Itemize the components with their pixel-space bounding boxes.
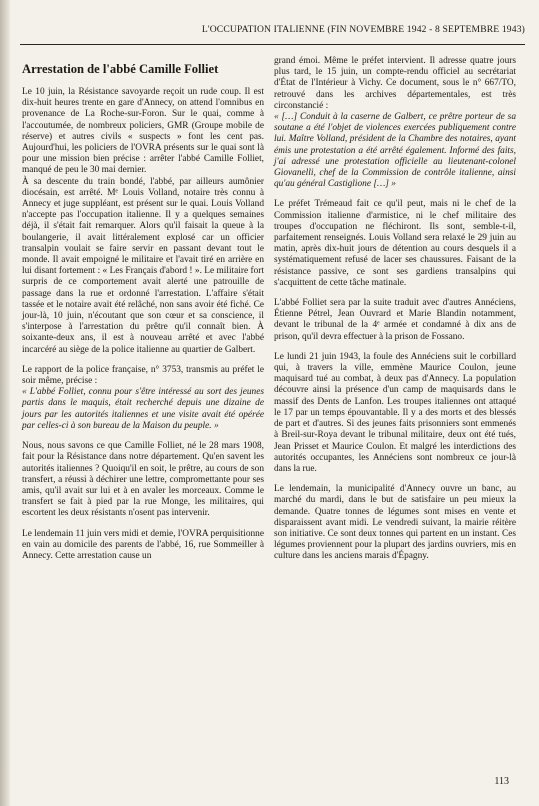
running-head: L'OCCUPATION ITALIENNE (FIN NOVEMBRE 1942 - 8 SEPTEMBRE 1943)	[201, 24, 525, 35]
header-rule	[20, 44, 525, 45]
paragraph: grand émoi. Même le préfet intervient. Il adresse quatre jours plus tard, le 15 juin, un compte-rendu officiel au secrétariat d'État de l'Intérieur à Vichy. Ce document, sous le n° 667/TO, retrouvé dans les archives départementales, est très circonstancié :	[274, 56, 516, 111]
paragraph: Le lendemain 11 juin vers midi et demie, l'OVRA perquisitionne en vain au domicile des parents de l'abbé, 16, rue Sommeiller à Annecy. Cette arrestation cause un	[22, 528, 264, 561]
quoted-prefect-report: « […] Conduit à la caserne de Galbert, ce prêtre porteur de sa soutane a été l'objet de violences exercées publiquement contre lui. Maître Volland, président de la Chambre des notaires, ayant émis une protestation a été arrêté également. Informé des faits, j'ai adressé une protestation officielle au lieutenant-colonel Giovanelli, chef de la Commission de contrôle italienne, ainsi qu'au général Castiglione […] »	[274, 112, 516, 190]
paragraph: À sa descente du train bondé, l'abbé, par ailleurs aumônier diocésain, est arrêté. Mᵉ Louis Volland, notaire très connu à Annecy et juge suppléant, est présent sur le quai. Louis Volland n'accepte pas l'occupation italienne. Il y a quelques semaines déjà, il s'était fait remarquer. Alors qu'il faisait la queue à la boulangerie, il avait littéralement explosé car un officier transalpin voulait se faire servir en passant devant tout le monde. Il avait empoigné le militaire et l'avait tiré en arrière en lui disant fortement : « Les Français d'abord ! ». Le militaire fort surpris de ce comportement avait alerté une patrouille de passage dans la rue et ordonné l'arrestation. L'affaire s'était tassée et le notaire avait été relâché, non sans avoir été fiché. Ce jour-là, 10 juin, n'écoutant que son cœur et sa conscience, il s'interpose à l'arrestation du prêtre qu'il connaît bien. À soixante-deux ans, il est à nouveau arrêté et avec l'abbé incarcéré au siège de la police italienne au quartier de Galbert.	[22, 176, 264, 355]
left-column	[22, 56, 264, 562]
paragraph: Le préfet Trémeaud fait ce qu'il peut, mais ni le chef de la Commission italienne d'armistice, ni le chef militaire des troupes d'occupation ne fléchiront. Ils sont, semble-t-il, parfaitement renseignés. Louis Volland sera relaxé le 29 juin au matin, après dix-huit jours de détention au cours desquels il a systématiquement refusé de lacer ses chaussures. Faisant de la résistance passive, ce sont ses gardiens transalpins qui s'acquittent de cette tâche matinale.	[274, 199, 516, 288]
paragraph: Le lendemain, la municipalité d'Annecy ouvre un banc, au marché du mardi, dans le but de satisfaire un peu mieux la demande. Quatre tonnes de légumes sont mises en vente et disparaissent avant midi. Le vendredi suivant, la mairie réitère son initiative. Ce sont deux tonnes qui partent en un instant. Ces légumes proviennent pour la plupart des jardins ouvriers, mis en culture dans les anciens marais d'Épagny.	[274, 484, 516, 562]
paragraph: Le lundi 21 juin 1943, la foule des Annéciens suit le corbillard qui, à travers la ville, emmène Maurice Coulon, jeune maquisard tué au combat, à deux pas d'Annecy. La population découvre ainsi la présence d'un camp de maquisards dans le massif des Dents de Lanfon. Les troupes italiennes ont attaqué le 17 par un temps épouvantable. Il y a des morts et des blessés de part et d'autres. Si des jeunes faits prisonniers sont emmenés à Breil-sur-Roya devant le tribunal militaire, deux ont été tués, Jean Prisset et Maurice Coulon. Et malgré les interdictions des autorités occupantes, les Annéciens sont nombreux ce jour-là dans la rue.	[274, 351, 516, 474]
page-number: 113	[494, 776, 509, 787]
paragraph: L'abbé Folliet sera par la suite traduit avec d'autres Annéciens, Étienne Pétrel, Jean Ouvrard et Marie Blandin notamment, devant le tribunal de la 4ᵉ armée et condamné à dix ans de prison, qu'il devra effectuer à la prison de Fossano.	[274, 298, 516, 342]
paragraph: Nous, nous savons ce que Camille Folliet, né le 28 mars 1908, fait pour la Résistance dans notre département. Qu'en savent les autorités italiennes ? Quoiqu'il en soit, le prêtre, au cours de son transfert, a réussi à déchirer une lettre, compromettante pour ses amis, qu'il avait sur lui et à en avaler les morceaux. Comme le transfert se fait à pied par la rue Monge, les militaires, qui escortent les deux résistants n'osent pas intervenir.	[22, 441, 264, 519]
paragraph: Le rapport de la police française, n° 3753, transmis au préfet le soir même, précise :	[22, 364, 264, 387]
quoted-report: « L'abbé Folliet, connu pour s'être intéressé au sort des jeunes partis dans le maquis, était recherché depuis une dizaine de jours par les autorités italiennes et une visite avait été opérée par celles-ci à son bureau de la Maison du peuple. »	[22, 387, 264, 431]
right-column	[274, 56, 516, 563]
paragraph: Le 10 juin, la Résistance savoyarde reçoit un rude coup. Il est dix-huit heures trente en gare d'Annecy, on attend l'omnibus en provenance de La Roche-sur-Foron. Sur le quai, comme à l'accoutumée, de nombreux policiers, GMR (Groupe mobile de réserve) et autres civils « suspects » font les cent pas. Aujourd'hui, les policiers de l'OVRA présents sur le quai sont là pour une mission bien précise : arrêter l'abbé Camille Folliet, manqué de peu le 30 mai dernier.	[22, 87, 264, 176]
section-title: Arrestation de l'abbé Camille Folliet	[22, 62, 219, 76]
